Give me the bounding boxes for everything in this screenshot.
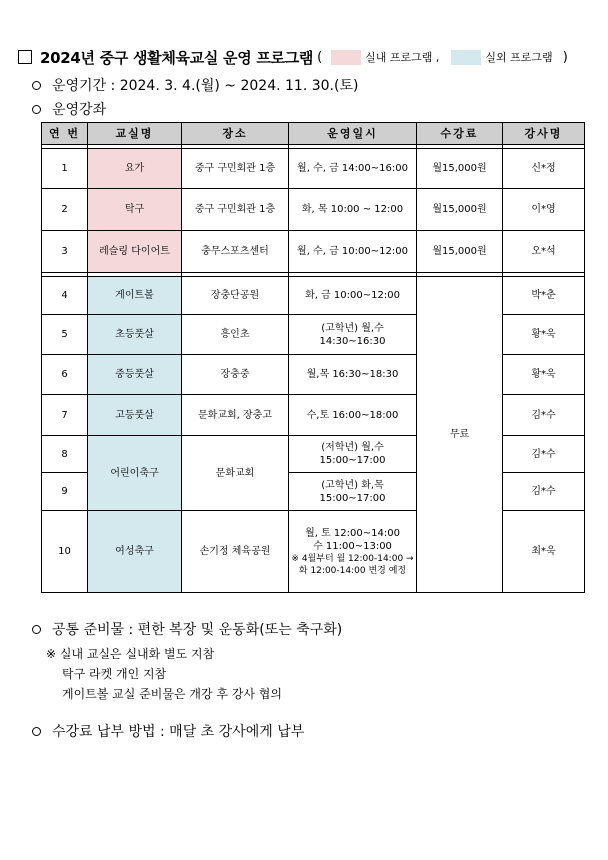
cell-teacher: 김*수 xyxy=(503,436,585,473)
cell-class: 여성축구 xyxy=(88,511,182,593)
cell-fee: 월15,000원 xyxy=(417,231,503,273)
courses-heading xyxy=(32,99,106,119)
cell-no: 3 xyxy=(42,231,88,273)
legend-swatch-indoor xyxy=(331,50,361,65)
cell-place: 중구 구민회관 1층 xyxy=(182,189,289,231)
cell-time: (저학년) 월,수 15:00~17:00 xyxy=(289,436,417,473)
courses-table xyxy=(41,122,585,593)
cell-teacher: 황*욱 xyxy=(503,355,585,395)
cell-no: 5 xyxy=(42,315,88,355)
courses-heading-text: 운영강좌 xyxy=(52,102,107,118)
cell-no: 6 xyxy=(42,355,88,395)
paren-close: ) xyxy=(562,49,568,65)
cell-place: 충무스포츠센터 xyxy=(182,231,289,273)
cell-place: 중구 구민회관 1층 xyxy=(182,149,289,189)
header-class: 교실명 xyxy=(88,123,182,145)
cell-no: 4 xyxy=(42,277,88,315)
document-title xyxy=(18,44,571,70)
note-racket: 탁구 라켓 개인 지참 xyxy=(62,667,167,681)
table-header-row xyxy=(42,123,585,145)
cell-teacher: 오*석 xyxy=(503,231,585,273)
cell-class: 고등풋살 xyxy=(88,395,182,436)
paren-open: ( xyxy=(317,49,323,65)
cell-class: 레슬링 다이어트 xyxy=(88,231,182,273)
cell-class: 중등풋살 xyxy=(88,355,182,395)
legend-label-outdoor: 실외 프로그램 xyxy=(485,51,553,64)
cell-teacher: 박*춘 xyxy=(503,277,585,315)
checkbox-square-icon xyxy=(18,50,32,64)
cell-fee: 월15,000원 xyxy=(417,189,503,231)
cell-teacher: 김*수 xyxy=(503,473,585,511)
header-no: 연 번 xyxy=(42,123,88,145)
cell-place: 장충단공원 xyxy=(182,277,289,315)
cell-no: 8 xyxy=(42,436,88,473)
cell-time: 월, 수, 금 14:00~16:00 xyxy=(289,149,417,189)
note-indoor-shoes: ※ 실내 교실은 실내화 별도 지참 xyxy=(46,647,215,661)
time-line: 수 11:00~13:00 xyxy=(313,540,392,552)
cell-time: (고학년) 화,목 15:00~17:00 xyxy=(289,473,417,511)
cell-teacher: 신*정 xyxy=(503,149,585,189)
period-line xyxy=(32,75,358,95)
time-change-note: 화 12:00-14:00 변경 예정 xyxy=(298,565,407,576)
header-place: 장소 xyxy=(182,123,289,145)
cell-no: 2 xyxy=(42,189,88,231)
table-row xyxy=(42,277,585,315)
cell-time: (고학년) 월,수 14:30~16:30 xyxy=(289,315,417,355)
legend-label-indoor: 실내 프로그램 , xyxy=(365,51,440,64)
circle-bullet-icon xyxy=(32,727,41,736)
title-text: 2024년 중구 생활체육교실 운영 프로그램 xyxy=(40,48,314,67)
payment-line xyxy=(32,721,304,741)
cell-time-women-soccer xyxy=(289,511,417,593)
time-line: 월, 토 12:00~14:00 xyxy=(305,527,400,539)
table-row xyxy=(42,511,585,593)
cell-place: 흥인초 xyxy=(182,315,289,355)
cell-class: 게이트볼 xyxy=(88,277,182,315)
cell-class: 요가 xyxy=(88,149,182,189)
cell-teacher: 이*영 xyxy=(503,189,585,231)
table-row xyxy=(42,189,585,231)
supplies-line xyxy=(32,619,342,639)
cell-time: 월, 수, 금 10:00~12:00 xyxy=(289,231,417,273)
table-row xyxy=(42,315,585,355)
cell-no: 9 xyxy=(42,473,88,511)
cell-class: 탁구 xyxy=(88,189,182,231)
circle-bullet-icon xyxy=(32,105,41,114)
header-fee: 수강료 xyxy=(417,123,503,145)
circle-bullet-icon xyxy=(32,81,41,90)
cell-time: 화, 금 10:00~12:00 xyxy=(289,277,417,315)
cell-time: 수,토 16:00~18:00 xyxy=(289,395,417,436)
supplies-text: 공통 준비물 : 편한 복장 및 운동화(또는 축구화) xyxy=(52,622,343,638)
cell-time: 월,목 16:30~18:30 xyxy=(289,355,417,395)
period-text: 운영기간 : 2024. 3. 4.(월) ~ 2024. 11. 30.(토) xyxy=(52,78,359,94)
table-row xyxy=(42,355,585,395)
header-time: 운영일시 xyxy=(289,123,417,145)
payment-text: 수강료 납부 방법 : 매달 초 강사에게 납부 xyxy=(52,724,305,740)
table-row xyxy=(42,231,585,273)
cell-fee: 월15,000원 xyxy=(417,149,503,189)
cell-teacher: 최*욱 xyxy=(503,511,585,593)
cell-fee-free: 무료 xyxy=(417,277,503,593)
note-gateball: 게이트볼 교실 준비물은 개강 후 강사 협의 xyxy=(62,687,282,701)
cell-no: 7 xyxy=(42,395,88,436)
cell-no: 10 xyxy=(42,511,88,593)
header-teacher: 강사명 xyxy=(503,123,585,145)
cell-time: 화, 목 10:00 ~ 12:00 xyxy=(289,189,417,231)
cell-place: 손기정 체육공원 xyxy=(182,511,289,593)
cell-place-kids-soccer: 문화교회 xyxy=(182,436,289,511)
legend-swatch-outdoor xyxy=(451,50,481,65)
cell-place: 문화교회, 장충고 xyxy=(182,395,289,436)
table-row xyxy=(42,395,585,436)
table-row xyxy=(42,149,585,189)
time-change-note: ※ 4월부터 월 12:00-14:00 → xyxy=(291,553,414,564)
cell-class-kids-soccer: 어린이축구 xyxy=(88,436,182,511)
cell-teacher: 김*수 xyxy=(503,395,585,436)
cell-teacher: 황*욱 xyxy=(503,315,585,355)
table-row xyxy=(42,436,585,473)
circle-bullet-icon xyxy=(32,625,41,634)
cell-class: 초등풋살 xyxy=(88,315,182,355)
cell-place: 장충중 xyxy=(182,355,289,395)
cell-no: 1 xyxy=(42,149,88,189)
